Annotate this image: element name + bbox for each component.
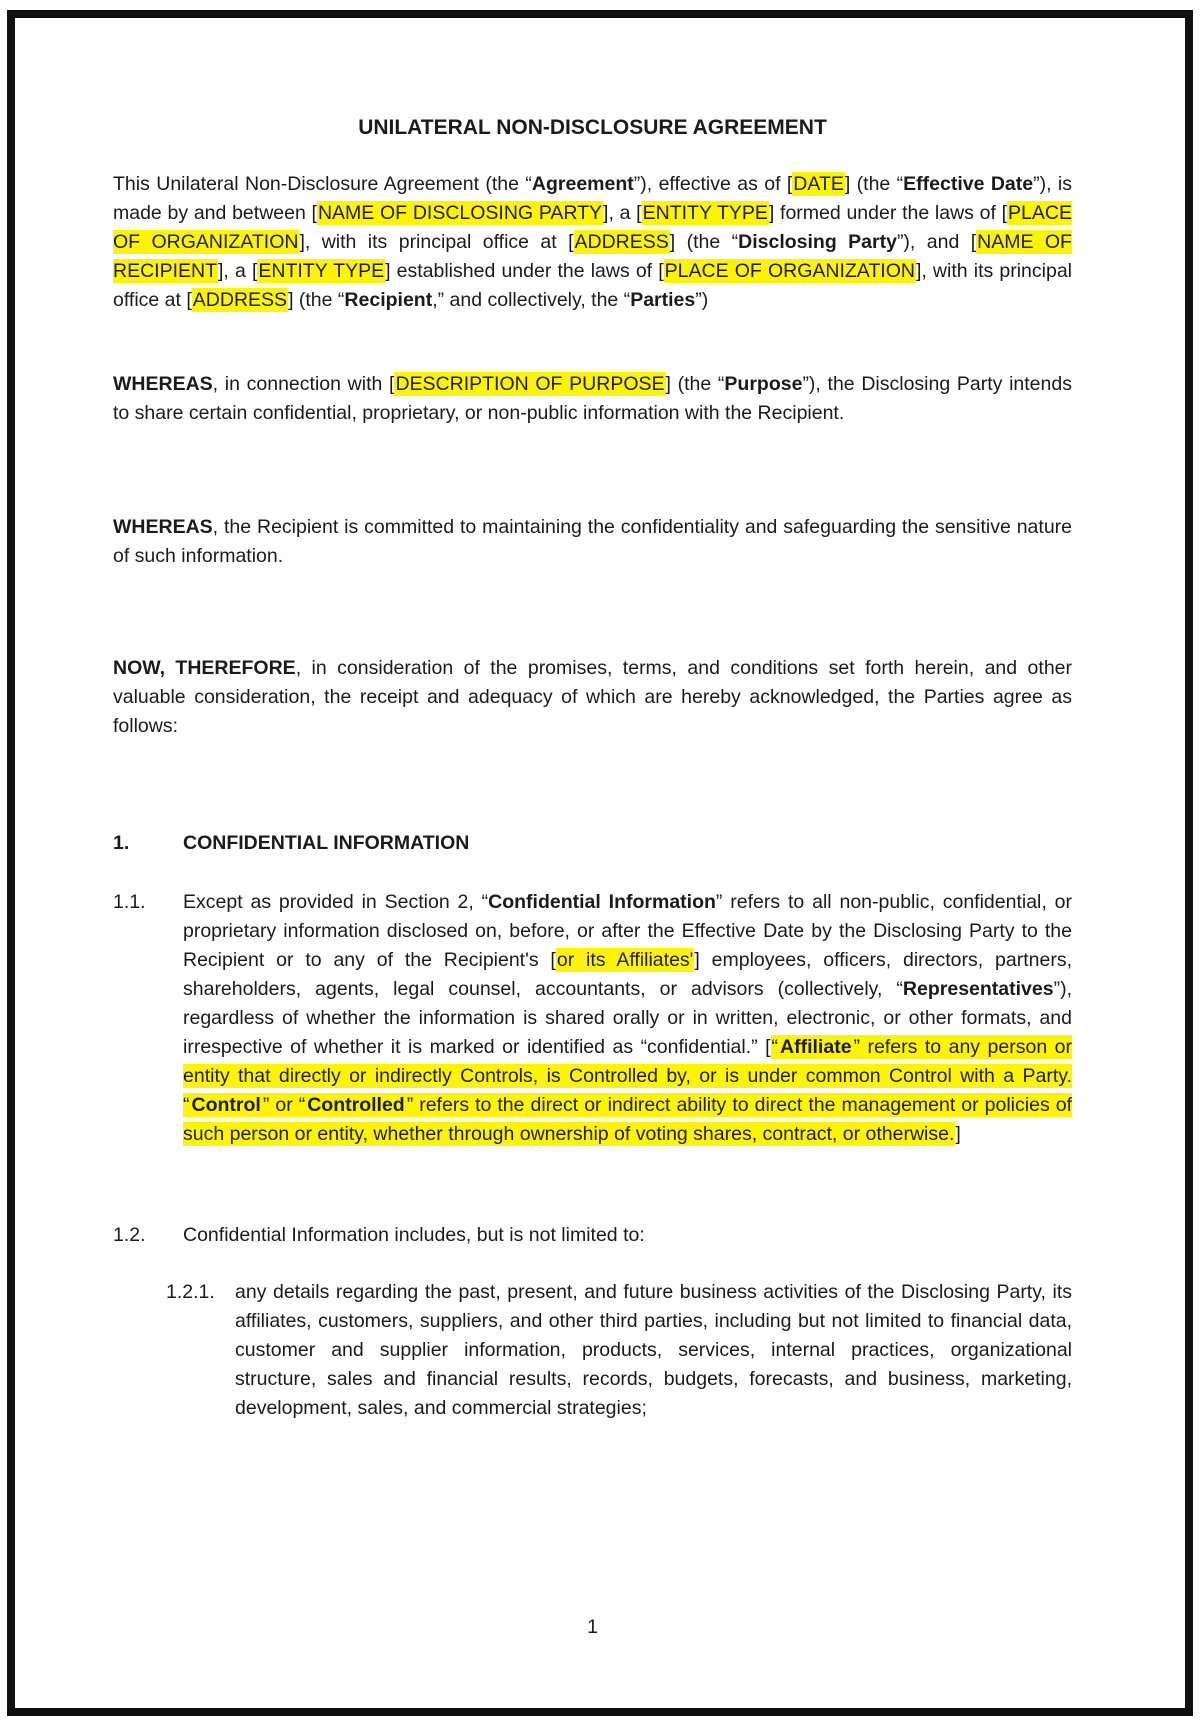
text-segment: Disclosing Party	[738, 231, 897, 253]
text-segment: Confidential Information	[488, 891, 716, 913]
text-segment: ”), regardless of whether the information is shared orally or in written, electronic, or other formats, and irrespective of whether it is marked or identified as “confidential.” [	[183, 978, 1072, 1058]
highlighted-placeholder: Affiliate	[780, 1036, 852, 1058]
clause-1-2-number: 1.2.	[113, 1224, 146, 1246]
text-segment: , in connection with [	[212, 373, 395, 395]
highlighted-placeholder: ” refers to any person or entity that directly or indirectly Controls, is Controlled by, or is under common Control with a Party. “	[183, 1036, 1072, 1116]
document-title: UNILATERAL NON-DISCLOSURE AGREEMENT	[358, 116, 827, 139]
text-segment: ], with its principal office at [	[299, 231, 574, 253]
text-segment: ], with its principal office at [	[113, 260, 1072, 311]
text-segment: ] established under the laws of [	[385, 260, 664, 282]
clause-1-1-text	[183, 888, 1072, 1149]
page-number: 1	[587, 1616, 598, 1638]
intro-paragraph	[113, 170, 1072, 315]
clause-1-2-1	[113, 1278, 1072, 1423]
text-segment: Parties	[630, 289, 696, 311]
clause-1-2-1-text	[235, 1278, 1072, 1423]
highlighted-placeholder: NAME OF RECIPIENT	[113, 231, 1072, 282]
section-1-heading-label: CONFIDENTIAL INFORMATION	[183, 832, 470, 854]
text-segment: ”)	[695, 289, 709, 311]
clause-1-1	[113, 888, 1072, 1149]
highlighted-placeholder: or its Affiliates'	[556, 949, 694, 971]
highlighted-placeholder: ENTITY TYPE	[258, 260, 385, 282]
now-therefore-paragraph	[113, 654, 1072, 741]
highlighted-placeholder: ADDRESS	[192, 289, 288, 311]
clause-1-1-number: 1.1.	[113, 891, 146, 913]
text-segment: Recipient	[344, 289, 433, 311]
text-segment: ], a [	[218, 260, 258, 282]
highlighted-placeholder: PLACE OF ORGANIZATION	[113, 202, 1072, 253]
text-segment: ”), the Disclosing Party intends to share certain confidential, proprietary, or non-public information with the Recipient.	[113, 373, 1072, 424]
clause-1-2	[113, 1221, 1072, 1250]
text-segment: ], a [	[603, 202, 642, 224]
highlighted-placeholder: ” or “	[262, 1094, 306, 1116]
text-segment: ,” and collectively, the “	[432, 289, 631, 311]
highlighted-placeholder: Control	[191, 1094, 261, 1116]
highlighted-placeholder: DATE	[793, 173, 844, 195]
text-segment: Confidential Information includes, but is not limited to:	[183, 1224, 645, 1246]
text-segment: ] (the “	[669, 231, 739, 253]
text-segment: , the Recipient is committed to maintaining the confidentiality and safeguarding the sensitive nature of such information.	[113, 516, 1072, 567]
highlighted-placeholder: NAME OF DISCLOSING PARTY	[317, 202, 603, 224]
text-segment: Purpose	[724, 373, 803, 395]
clause-1-2-text	[183, 1221, 1072, 1250]
text-segment: Agreement	[531, 173, 634, 195]
whereas-confidentiality-paragraph	[113, 513, 1072, 571]
text-segment: This Unilateral Non-Disclosure Agreement (the “	[113, 173, 532, 195]
text-segment: ] (the “	[665, 373, 725, 395]
document-page	[113, 0, 1072, 1720]
section-1-heading	[113, 829, 1072, 858]
clause-1-2-1-number: 1.2.1.	[166, 1281, 215, 1303]
text-segment: ” refers to all non-public, confidential, or proprietary information disclosed on, before, or after the Effective Date by the Disclosing Party to the Recipient or to any of the Recipient's [	[183, 891, 1072, 971]
highlighted-placeholder: DESCRIPTION OF PURPOSE	[395, 373, 665, 395]
highlighted-placeholder: ” refers to the direct or indirect ability to direct the management or policies of such person or entity, whether through ownership of voting shares, contract, or otherwise.	[183, 1094, 1072, 1145]
text-segment: NOW, THEREFORE	[113, 657, 296, 679]
text-segment: WHEREAS	[113, 516, 213, 538]
text-segment: , in consideration of the promises, terms, and conditions set forth herein, and other valuable consideration, the receipt and adequacy of which are hereby acknowledged, the Parties agree as follows:	[113, 657, 1073, 737]
text-segment: WHEREAS	[113, 373, 213, 395]
highlighted-placeholder: ENTITY TYPE	[642, 202, 768, 224]
text-segment: ]	[955, 1123, 961, 1145]
whereas-purpose-paragraph	[113, 370, 1072, 428]
text-segment: ] (the “	[844, 173, 904, 195]
highlighted-placeholder: PLACE OF ORGANIZATION	[664, 260, 915, 282]
section-1-number: 1.	[113, 832, 130, 854]
highlighted-placeholder: Controlled	[307, 1094, 405, 1116]
text-segment: ”), is made by and between [	[113, 173, 1073, 224]
text-segment: ”), effective as of [	[633, 173, 793, 195]
text-segment: Except as provided in Section 2, “	[183, 891, 489, 913]
text-segment: ] (the “	[288, 289, 345, 311]
text-segment: ] employees, officers, directors, partners, shareholders, agents, legal counsel, accountants, or advisors (collectively, “	[183, 949, 1072, 1000]
text-segment: Representatives	[902, 978, 1054, 1000]
highlighted-placeholder: ADDRESS	[574, 231, 669, 253]
text-segment: any details regarding the past, present, and future business activities of the Disclosing Party, its affiliates, customers, suppliers, and other third parties, including but not limited to financial data, customer and supplier information, products, services, internal practices, organizational structure, sales and financial results, records, budgets, forecasts, and business, marketing, development, sales, and commercial strategies;	[235, 1281, 1072, 1419]
text-segment: Effective Date	[903, 173, 1034, 195]
highlighted-placeholder: “	[771, 1036, 779, 1058]
text-segment: ] formed under the laws of [	[768, 202, 1008, 224]
text-segment: ”), and [	[896, 231, 977, 253]
